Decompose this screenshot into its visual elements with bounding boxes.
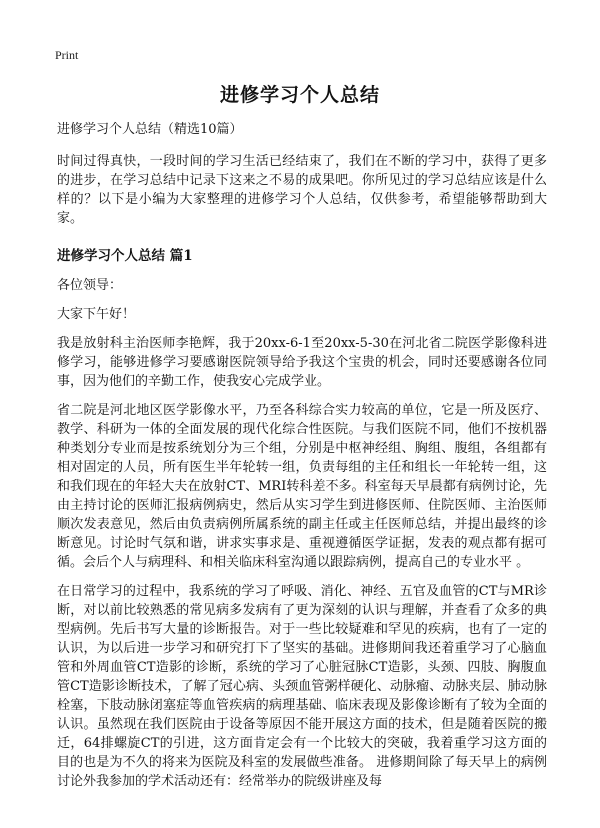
greeting-leaders: 各位领导： [57,278,123,293]
body-paragraph-3: 在日常学习的过程中，我系统的学习了呼吸、消化、神经、五官及血管的CT与MR诊断，对以前比较熟悉的常见病多发病有了更为深刻的认识与理解，并查看了众多的典型病例。先后书写大量的诊断报告。对于一些比较疑难和罕见的疾病，也有了一定的认识，为以后进一步学习和研究打下了坚实的基础。进修期间我还着重学习了心脑血管和外周血管CT造影的诊断，系统的学习了心脏冠脉CT造影，头颈、四肢、胸腹血管CT造影诊断技术，了解了冠心病、头颈血管粥样硬化、动脉瘤、动脉夹层、肺动脉栓塞，下肢动脉闭塞症等血管疾病的病理基础、临床表现及影像诊断有了较为全面的认识。虽然现在我们医院由于设备等原因不能开展这方面的技术，但是随着医院的搬迁，64排螺旋CT的引进，这方面肯定会有一个比较大的突破，我着重学习这方面的目的也是为不久的将来为医院及科室的发展做些准备。 进修期间除了每天早上的病例讨论外我参加的学术活动还有：经常举办的院级讲座及每 [57,584,547,789]
body-paragraph-1: 我是放射科主治医师李艳辉，我于20xx-6-1至20xx-5-30在河北省二院医学影像科进修学习，能够进修学习要感谢医院领导给予我这个宝贵的机会，同时还要感谢各位同事，因为他们的辛勤工作，使我安心完成学业。 [57,336,547,389]
section-heading-1: 进修学习个人总结 篇1 [57,248,193,264]
intro-paragraph: 时间过得真快，一段时间的学习生活已经结束了，我们在不断的学习中，获得了更多的进步，在学习总结中记录下这来之不易的成果吧。你所见过的学习总结应该是什么样的？以下是小编为大家整理的进修学习个人总结，仅供参考，希望能够帮助到大家。 [57,154,547,226]
document-body [57,120,547,801]
body-paragraph-2: 省二院是河北地区医学影像水平，乃至各科综合实力较高的单位，它是一所及医疗、教学、科研为一体的全面发展的现代化综合性医院。与我们医院不同，他们不按机器种类划分专业而是按系统划分为三个组，分别是中枢神经组、胸组、腹组，各组都有相对固定的人员，所有医生半年轮转一组，负责每组的主任和组长一年轮转一组，这和我们现在的年轻大夫在放射CT、MRI转科差不多。科室每天早晨都有病例讨论，先由主持讨论的医师汇报病例病史，然后从实习学生到进修医师、住院医师、主治医师顺次发表意见，然后由负责病例所属系统的副主任或主任医师总结，并提出最终的诊断意见。讨论时气氛和谐，讲求实事求是、重视遵循医学证据，发表的观点都有据可循。会后个人与病理科、和相关临床科室沟通以跟踪病例，提高自己的专业水平 。 [57,403,547,570]
page-title: 进修学习个人总结 [219,84,380,106]
document-subtitle: 进修学习个人总结（精选10篇） [57,122,243,137]
greeting-everyone: 大家下午好！ [57,307,136,322]
print-link[interactable]: Print [55,48,79,62]
